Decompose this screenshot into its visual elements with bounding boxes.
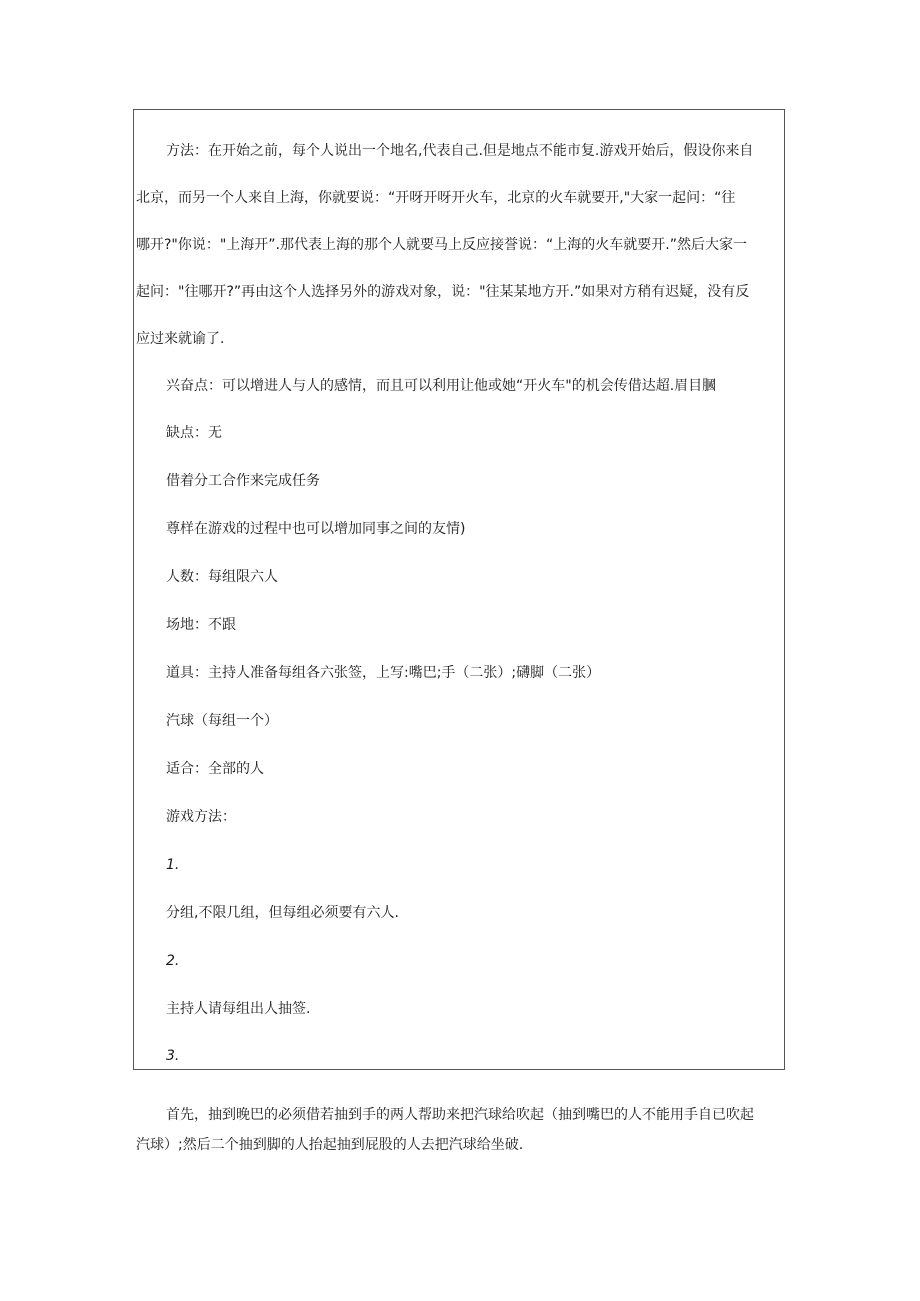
headcount: 人数：每组限六人 xyxy=(166,569,278,585)
friendship-note: 尊样在游戏的过程中也可以增加同事之间的友情) xyxy=(166,521,466,537)
text-line: 北京，而另一个人来自上海，你就要说：“开呀开呀开火车，北京的火车就要开,"大家一起问：“往 xyxy=(136,190,736,206)
method-paragraph xyxy=(136,128,782,363)
footer-paragraph xyxy=(136,1100,782,1160)
text-line: 哪开?"你说："上海开”.那代表上海的那个人就要马上反应接誉说：“上海的火车就要开.”然后大家一 xyxy=(136,237,747,253)
venue: 场地：不跟 xyxy=(166,617,236,633)
props: 道具：主持人准备每组各六张签，上写:嘴巴;手（二张）;礴脚（二张） xyxy=(166,665,601,681)
step-number: 3. xyxy=(166,1048,180,1064)
step-text: 主持人请每组出人抽签. xyxy=(166,1001,311,1017)
drawbacks: 缺点：无 xyxy=(166,425,222,441)
text-line: 起问："往哪开?”再由这个人选择另外的游戏对象，说："往某某地方开.”如果对方稍有迟疑，没有反 xyxy=(136,284,750,300)
task-heading: 借着分工合作来完成任务 xyxy=(166,473,320,489)
text-line: 首先，抽到晚巴的必须借若抽到手的两人帮助来把汽球给吹起（抽到嘴巴的人不能用手自已吹起 xyxy=(166,1107,754,1123)
text-line: 方法：在开始之前，每个人说出一个地名,代表自己.但是地点不能市复.游戏开始后，假设你来自 xyxy=(166,143,754,159)
balloon-note: 汽球（每组一个） xyxy=(166,713,278,729)
text-line: 应过来就谕了. xyxy=(136,331,225,347)
text-line: 汽球）;然后二个抽到脚的人抬起抽到屁股的人去把汽球给坐破. xyxy=(136,1137,524,1153)
suitable-for: 适合：全部的人 xyxy=(166,761,264,777)
step-text: 分组,不限几组，但每组必须要有六人. xyxy=(166,905,399,921)
step-number: 2. xyxy=(166,953,180,969)
game-method-heading: 游戏方法： xyxy=(166,809,236,825)
step-number: 1. xyxy=(166,857,180,873)
excitement-point: 兴奋点：可以增进人与人的感情，而且可以利用让他或她“开火车"的机会传借达超.眉目膕 xyxy=(166,378,717,394)
